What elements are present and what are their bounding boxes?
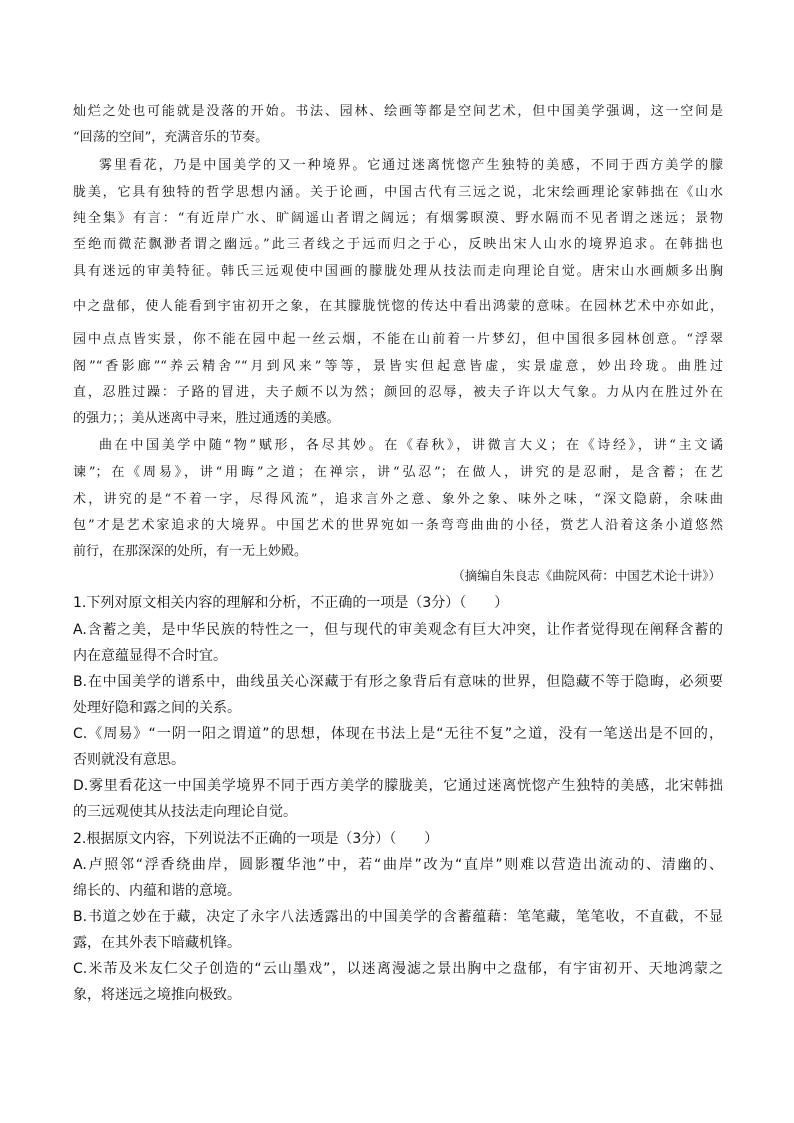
option-line: 内在意蕴显得不合时宜。 bbox=[73, 648, 227, 664]
passage-line: 谏”；在《周易》，讲“用晦”之道；在禅宗，讲“弘忍”；在做人，讲究的是忍耐，是含蓄；在艺 bbox=[73, 465, 723, 480]
passage-line: 前行，在那深深的处所，有一无上妙殿。 bbox=[73, 544, 308, 559]
option-line: 露，在其外表下暗藏机锋。 bbox=[73, 935, 241, 951]
passage-line: 具有迷远的审美特征。韩氏三远观使中国画的朦胧处理从技法而走向理论自觉。唐宋山水画颇多出胸 bbox=[73, 264, 723, 279]
option-line: C.米芾及米友仁父子创造的“云山墨戏”，以迷离漫滤之景出胸中之盘郁，有宇宙初开、天地鸿蒙之 bbox=[73, 961, 723, 977]
passage-line: 直，忍胜过躁：子路的冒进，夫子颇不以为然；颜回的忍辱，被夫子许以大气象。力从内在胜过外在 bbox=[73, 385, 723, 400]
question-stem: 2.根据原文内容，下列说法不正确的一项是（3分）（ ） bbox=[73, 831, 439, 847]
option-line: 否则就没有意思。 bbox=[73, 752, 185, 768]
passage-line: 雾里看花，乃是中国美学的又一种境界。它通过迷离恍惚产生独特的美感，不同于西方美学的朦 bbox=[99, 158, 723, 173]
question-stem: 1.下列对原文相关内容的理解和分析，不正确的一项是（3分）（ ） bbox=[73, 595, 509, 611]
option-line: B.书道之妙在于藏，决定了永字八法透露出的中国美学的含蓄蕴藉：笔笔藏，笔笔收，不直截，不显 bbox=[73, 909, 723, 925]
option-line: 处理好隐和露之间的关系。 bbox=[73, 700, 241, 716]
option-line: A.卢照邻“浮香绕曲岸，圆影覆华池”中，若“曲岸”改为“直岸”则难以营造出流动的、清幽的、 bbox=[73, 857, 723, 873]
passage-line: 阁”“香影廊”“养云精舍”“月到风来”等等，景皆实但起意皆虚，实景虚意，妙出玲珑。曲胜过 bbox=[73, 359, 723, 374]
option-line: 绵长的、内蕴和谐的意境。 bbox=[73, 883, 241, 899]
passage-source: （摘编自朱良志《曲院风荷：中国艺术论十讲》） bbox=[452, 568, 721, 583]
option-line: D.雾里看花这一中国美学境界不同于西方美学的朦胧美，它通过迷离恍惚产生独特的美感，北宋韩拙 bbox=[73, 778, 723, 794]
option-line: 的三远观使其从技法走向理论自觉。 bbox=[73, 804, 297, 820]
passage-line: 中之盘郁，使人能看到宇宙初开之象，在其朦胧恍惚的传达中看出鸿蒙的意味。在园林艺术中亦如此， bbox=[73, 299, 723, 314]
passage-line: 术，讲究的是“不着一字，尽得风流”，追求言外之意、象外之象、味外之味，“深文隐蔚，余味曲 bbox=[73, 492, 723, 507]
passage-line: 的强力；；美从迷离中寻来，胜过通透的美感。 bbox=[73, 411, 340, 426]
passage-line: 曲在中国美学中随“物”赋形，各尽其妙。在《春秋》，讲微言大义；在《诗经》，讲“主文谲 bbox=[99, 438, 723, 453]
passage-line: 包”才是艺术家追求的大境界。中国艺术的世界宛如一条弯弯曲曲的小径，赏艺人沿着这条小道悠然 bbox=[73, 518, 723, 533]
passage-line: 园中点点皆实景，你不能在园中起一丝云烟，不能在山前着一片梦幻，但中国很多园林创意。“浮翠 bbox=[73, 332, 723, 347]
passage-line: 灿烂之处也可能就是没落的开始。书法、园林、绘画等都是空间艺术，但中国美学强调，这一空间是 bbox=[73, 104, 723, 119]
passage-line: 至绝而微茫飘渺者谓之幽远。”此三者线之于远而归之于心，反映出宋人山水的境界追求。在韩拙也 bbox=[73, 237, 723, 252]
passage-line: “回荡的空间”，充满音乐的节奏。 bbox=[73, 130, 269, 145]
option-line: C.《周易》“一阴一阳之谓道”的思想，体现在书法上是“无往不复”之道，没有一笔送出是不回的， bbox=[73, 726, 723, 742]
option-line: B.在中国美学的谱系中，曲线虽关心深藏于有形之象背后有意味的世界，但隐藏不等于隐晦，必须要 bbox=[73, 674, 723, 690]
option-line: A.含蓄之美，是中华民族的特性之一，但与现代的审美观念有巨大冲突，让作者觉得现在阐释含蓄的 bbox=[73, 622, 723, 638]
option-line: 象，将迷远之境推向极致。 bbox=[73, 987, 241, 1003]
passage-line: 纯全集》有言：“有近岸广水、旷阔遥山者谓之阔远；有烟雾暝漠、野水隔而不见者谓之迷远；景物 bbox=[73, 211, 723, 226]
passage-line: 胧美，它具有独特的哲学思想内涵。关于论画，中国古代有三远之说，北宋绘画理论家韩拙在《山水 bbox=[73, 185, 723, 200]
